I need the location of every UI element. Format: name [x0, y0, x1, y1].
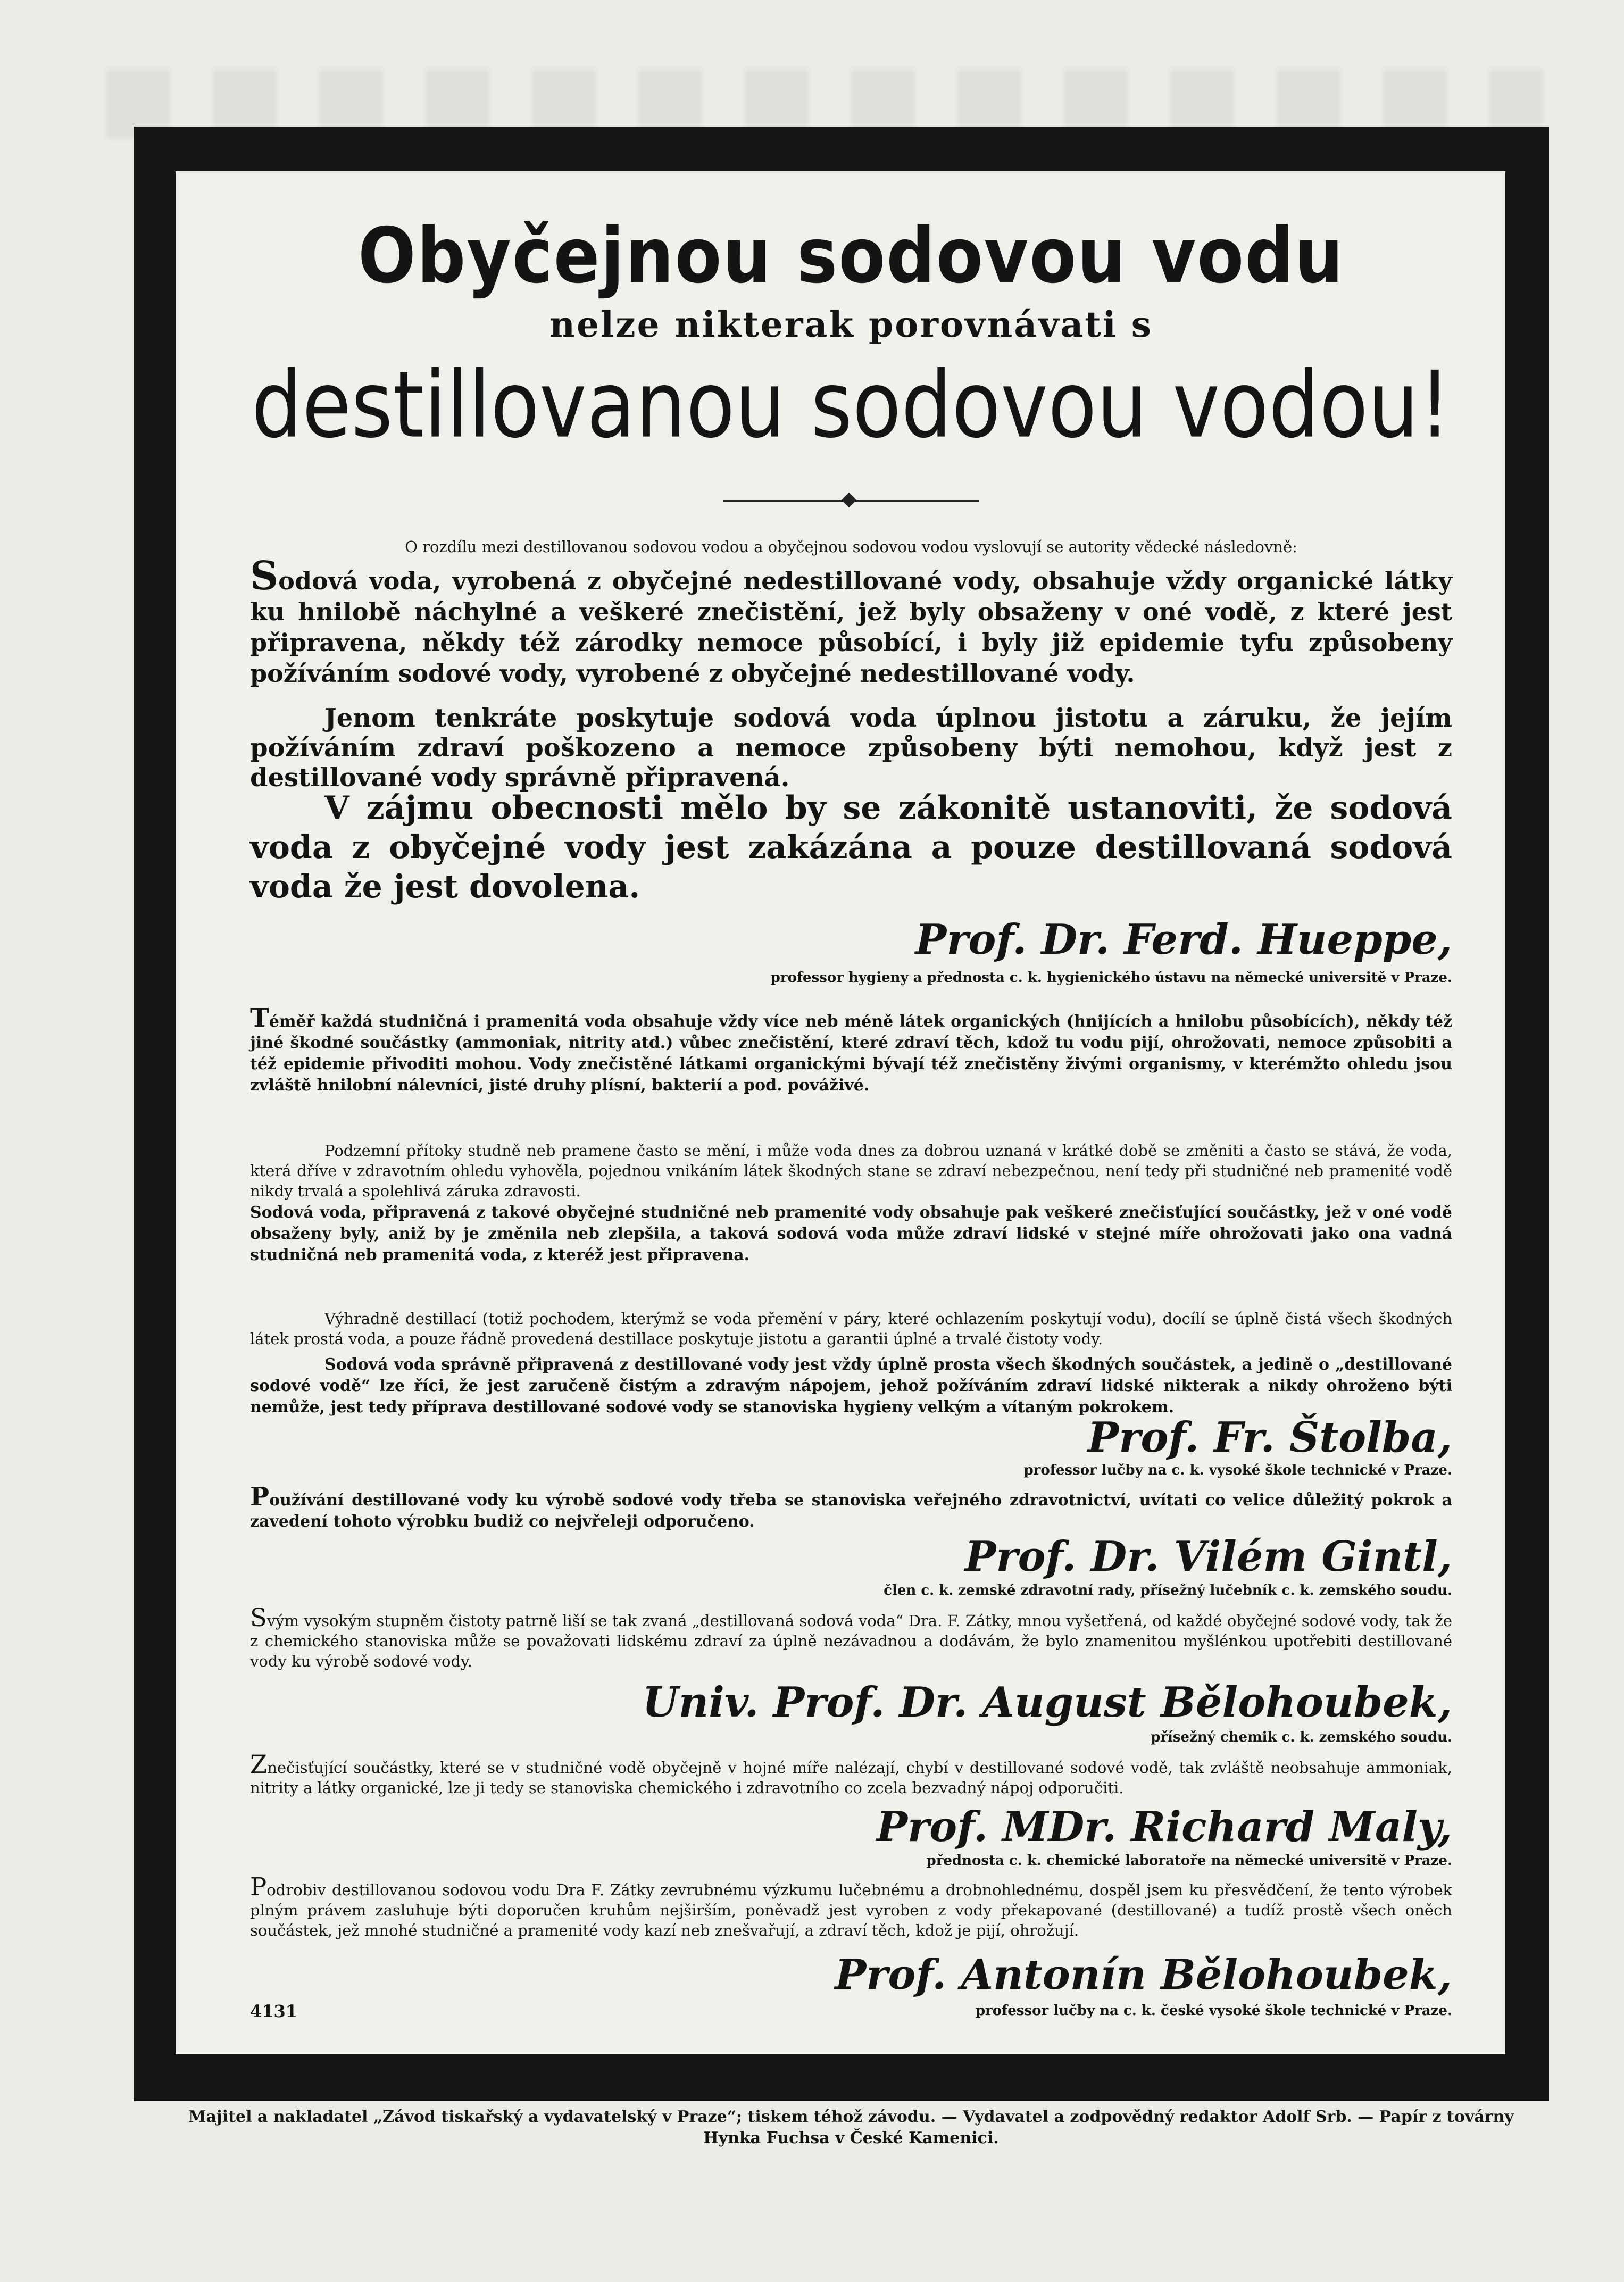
- section3-text: Používání destillované vody ku výrobě sodové vody třeba se stanoviska veřejného zdravotnictví, uvítati co velice důležitý pokrok a zavedení tohoto výrobku budiž co nejvřeleji odporučeno.: [250, 1482, 1452, 1531]
- signature-gintl: Prof. Dr. Vilém Gintl,: [964, 1533, 1452, 1581]
- advertisement: [176, 171, 1505, 2054]
- affiliation-stolba: professor lučby na c. k. vysoké škole technické v Praze.: [1023, 1462, 1452, 1478]
- section5-text: Znečisťující součástky, které se v studničné vodě obyčejně v hojné míře nalézají, chybí v destillované sodové vodě, tak zvláště neobsahuje ammoniak, nitrity a látky organické, lze ji tedy se stanoviska chemického i zdravotního co zcela bezvadný nápoj odporučiti.: [250, 1750, 1452, 1797]
- headline-line1: Obyčejnou sodovou vodu: [357, 212, 1345, 301]
- paragraph-1: Sodová voda, vyrobená z obyčejné nedestillované vody, obsahuje vždy organické látky ku hnilobě náchylné a veškeré znečistění, jež byly obsaženy v oné vodě, z které jest připravena, někdy též zárodky nemoce působící, i byly již epidemie tyfu způsobeny požíváním sodové vody, vyrobené z obyčejné nedestillované vody.: [250, 553, 1452, 688]
- affiliation-antonin-belohoubek: professor lučby na c. k. české vysoké škole technické v Praze.: [975, 2003, 1452, 2019]
- affiliation-gintl: člen c. k. zemské zdravotní rady, přísežný lučebník c. k. zemského soudu.: [884, 1583, 1452, 1598]
- signature-stolba: Prof. Fr. Štolba,: [1087, 1413, 1452, 1462]
- section2-para3: Výhradně destillací (totiž pochodem, kterýmž se voda přemění v páry, které ochlazením poskytují vodu), docílí se úplně čistá všech škodných látek prostá voda, a pouze řádně provedená destillace poskytuje jistotu a garantii úplné a trvalé čistoty vody.: [250, 1310, 1452, 1348]
- section2-para2b: Sodová voda, připravená z takové obyčejné studničné neb pramenité vody obsahuje pak veškeré znečisťující součástky, jež v oné vodě obsaženy byly, aniž by je změnila neb zlepšila, a taková sodová voda může zdraví lidské v stejné míře ohrožovati jako ona vadná studničná neb pramenitá voda, z kteréž jest připravena.: [250, 1203, 1452, 1264]
- ornament-divider: [723, 500, 979, 502]
- section6-text: Podrobiv destillovanou sodovou vodu Dra F. Zátky zevrubnému výzkumu lučebnému a drobnohlednému, dospěl jsem ku přesvědčení, že tento výrobek plným právem zasluhuje býti doporučen kruhům nejširším, poněvadž jest vyroben z vody překapované (destillované) a tudíž prostě všech oněch součástek, jež mnohé studničné a pramenité vody kazí neb znešvařují, a zdraví těch, kdož je pijí, ohrožují.: [250, 1872, 1452, 1939]
- paragraph-2: Jenom tenkráte poskytuje sodová voda úplnou jistotu a záruku, že jejím požíváním zdraví poškozeno a nemoce způsobeny býti nemohou, když jest z destillované vody správně připravená.: [250, 703, 1452, 793]
- signature-maly: Prof. MDr. Richard Maly,: [876, 1803, 1452, 1851]
- ornament-diamond-icon: [842, 493, 856, 507]
- section2-para4: Sodová voda správně připravená z destillované vody jest vždy úplně prosta všech škodných součástek, a jedině o „destillované sodové vodě“ lze říci, že jest zaručeně čistým a zdravým nápojem, jehož požíváním zdraví lidské nikterak a nikdy ohroženo býti nemůže, jest tedy příprava destillované sodové vody se stanoviska hygieny velkým a vítaným pokrokem.: [250, 1355, 1452, 1417]
- section2-para1: Téměř každá studničná i pramenitá voda obsahuje vždy více neb méně látek organických (hnijících a hnilobu působících), někdy též jiné škodné součástky (ammoniak, nitrity atd.) vůbec znečistění, které zdraví těch, kdož tu vodu pijí, ohrožovati, nemoce způsobiti a též epidemie přivoditi mohou. Vody znečistěné látkami organickými bývají též znečistěny živými organismy, v kterémžto ohledu jsou zvláště hnilobní nálevníci, jisté druhy plísní, bakterií a pod. pováživé.: [250, 1003, 1452, 1095]
- affiliation-maly: přednosta c. k. chemické laboratoře na německé universitě v Praze.: [926, 1853, 1452, 1869]
- paragraph-3: V zájmu obecnosti mělo by se zákonitě ustanoviti, že sodová voda z obyčejné vody jest zakázána a pouze destillovaná sodová voda že jest dovolena.: [250, 789, 1452, 905]
- publisher-footer: Majitel a nakladatel „Závod tiskařský a vydavatelský v Praze“; tiskem téhož závodu. — Vydavatel a zodpovědný redaktor Adolf Srb. — Papír z továrny Hynka Fuchsa v České Kamenici.: [188, 2108, 1514, 2147]
- signature-hueppe: Prof. Dr. Ferd. Hueppe,: [915, 915, 1452, 964]
- signature-antonin-belohoubek: Prof. Antonín Bělohoubek,: [835, 1951, 1452, 1999]
- section2-para2: Podzemní přítoky studně neb pramene často se mění, i může voda dnes za dobrou uznaná v krátké době se změniti a často se stává, že voda, která dříve v zdravotním ohledu vyhověla, pojednou vnikáním látek škodných stane se zdraví nebezpečnou, není tedy při studničné neb pramenité vodě nikdy trvalá a spolehlivá záruka zdravosti.: [250, 1142, 1452, 1200]
- affiliation-hueppe: professor hygieny a přednosta c. k. hygienického ústavu na německé universitě v Praze.: [770, 970, 1452, 986]
- headline-line3: destillovanou sodovou vodou!: [251, 352, 1451, 459]
- ad-number: 4131: [250, 2001, 298, 2021]
- signature-august-belohoubek: Univ. Prof. Dr. August Bělohoubek,: [642, 1678, 1452, 1727]
- affiliation-august-belohoubek: přísežný chemik c. k. zemského soudu.: [1151, 1729, 1452, 1745]
- intro-text: O rozdílu mezi destillovanou sodovou vodou a obyčejnou sodovou vodou vyslovují se autority vědecké následovně:: [405, 538, 1297, 556]
- section4-text: Svým vysokým stupněm čistoty patrně liší se tak zvaná „destillovaná sodová voda“ Dra. F. Zátky, mnou vyšetřená, od každé obyčejné sodové vody, tak že z chemického stanoviska může se považovati lidskému zdraví za úplně nezávadnou a dodávám, že bylo znamenitou myšlénkou upotřebiti destillované vody ku výrobě sodové vody.: [250, 1603, 1452, 1670]
- headline-line2: nelze nikterak porovnávati s: [549, 304, 1153, 345]
